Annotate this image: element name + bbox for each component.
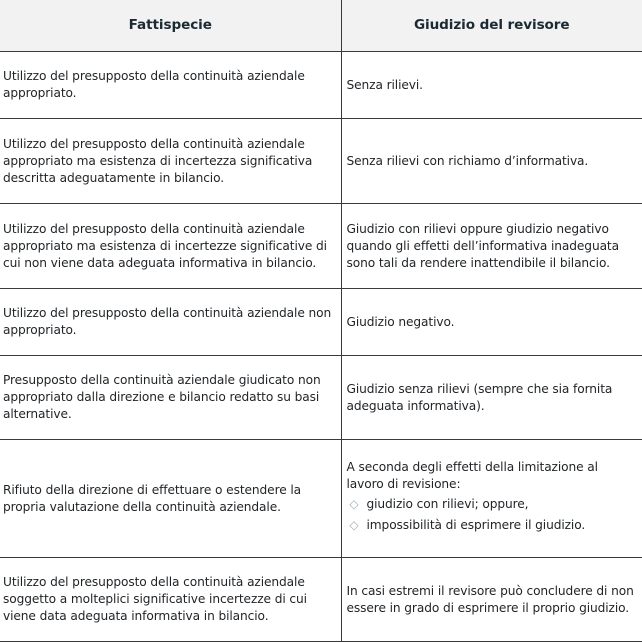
table-row <box>0 204 642 289</box>
bullet-text: impossibilità di esprimere il giudizio. <box>366 518 586 532</box>
table-row <box>0 356 642 440</box>
giudizio-cell <box>341 440 642 558</box>
giudizio-cell: Giudizio senza rilievi (sempre che sia fornita adeguata informativa). <box>341 356 642 440</box>
bullet-text: giudizio con rilievi; oppure, <box>366 497 529 511</box>
giudizio-cell: Senza rilievi con richiamo d’informativa. <box>341 119 642 204</box>
fattispecie-cell: Utilizzo del presupposto della continuità aziendale appropriato ma esistenza di incertezza significativa descritta adeguatamente in bilancio. <box>0 119 341 204</box>
giudizio-cell: Giudizio con rilievi oppure giudizio negativo quando gli effetti dell’informativa inadeguata sono tali da rendere inattendibile il bilancio. <box>341 204 642 289</box>
header-fattispecie: Fattispecie <box>0 0 341 52</box>
bullet-item <box>347 517 639 534</box>
fattispecie-cell: Presupposto della continuità aziendale giudicato non appropriato dalla direzione e bilancio redatto su basi alternative. <box>0 356 341 440</box>
header-giudizio: Giudizio del revisore <box>341 0 642 52</box>
fattispecie-cell: Utilizzo del presupposto della continuità aziendale appropriato. <box>0 52 341 119</box>
giudizio-cell: In casi estremi il revisore può concludere di non essere in grado di esprimere il proprio giudizio. <box>341 558 642 642</box>
table-row <box>0 440 642 558</box>
fattispecie-cell: Utilizzo del presupposto della continuità aziendale non appropriato. <box>0 289 341 356</box>
table-row <box>0 289 642 356</box>
table-row <box>0 119 642 204</box>
diamond-outline-icon: ◇ <box>349 497 359 511</box>
giudizio-cell: Giudizio negativo. <box>341 289 642 356</box>
table-row <box>0 558 642 642</box>
bullet-item <box>347 496 639 513</box>
giudizio-cell: Senza rilievi. <box>341 52 642 119</box>
fattispecie-cell: Rifiuto della direzione di effettuare o estendere la propria valutazione della continuità aziendale. <box>0 440 341 558</box>
fattispecie-cell: Utilizzo del presupposto della continuità aziendale appropriato ma esistenza di incertezze significative di cui non viene data adeguata informativa in bilancio. <box>0 204 341 289</box>
fattispecie-cell: Utilizzo del presupposto della continuità aziendale soggetto a molteplici significative incertezze di cui viene data adeguata informativa in bilancio. <box>0 558 341 642</box>
diamond-outline-icon: ◇ <box>349 518 359 532</box>
header-row <box>0 0 642 52</box>
table-row <box>0 52 642 119</box>
giudizio-intro: A seconda degli effetti della limitazione al lavoro di revisione: <box>346 460 598 491</box>
